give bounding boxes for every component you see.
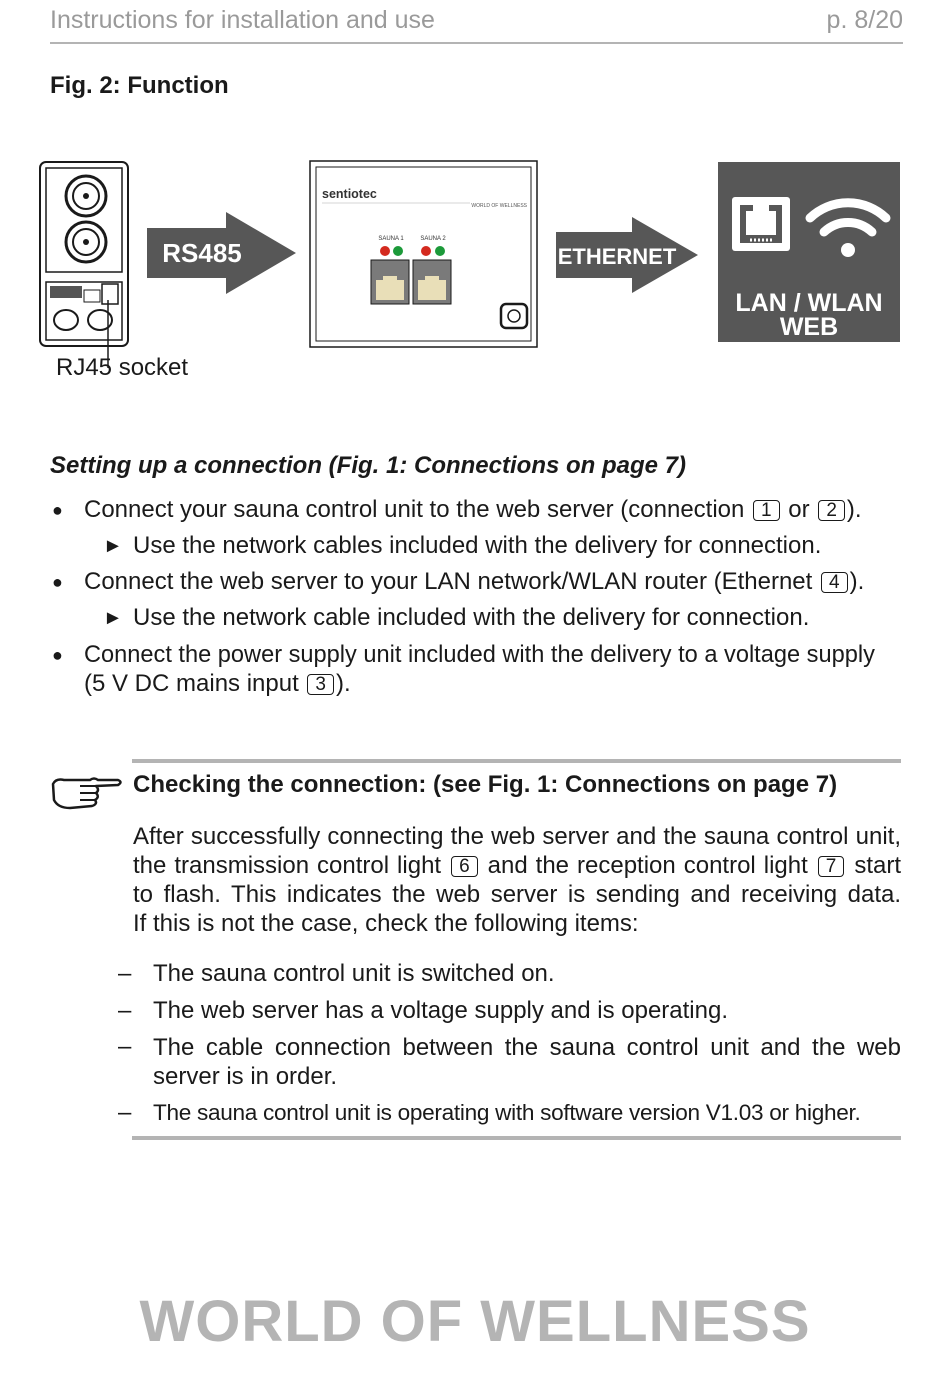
setup-step-2: Connect the web server to your LAN network/WLAN router (Ethernet 4 ). [84, 568, 865, 595]
ref-number: 7 [818, 856, 845, 877]
bullet-icon: ● [52, 645, 63, 665]
footer-slogan: WORLD OF WELLNESS [139, 1289, 811, 1354]
ref-number: 6 [451, 856, 478, 877]
setup-step-1: Connect your sauna control unit to the web server (connection 1 or 2 ). [84, 496, 862, 523]
setup-substep-2: Use the network cable included with the delivery for connection. [133, 604, 810, 631]
bullet-icon: ● [52, 500, 63, 520]
dash-marker: – [118, 997, 132, 1024]
dash-marker: – [118, 1099, 132, 1126]
note-paragraph-line-3: to flash. This indicates the web server is sending and receiving data. [133, 881, 901, 908]
rj45-port-2 [413, 260, 451, 304]
figure-caption: Fig. 2: Function [50, 72, 229, 99]
tagline: WORLD OF WELLNESS [471, 203, 527, 209]
ref-number: 2 [818, 500, 845, 521]
sauna-control-unit [40, 162, 128, 368]
port-label-sauna-2: SAUNA 2 [420, 236, 446, 242]
arrow-icon: ► [103, 535, 123, 557]
dash-marker: – [118, 960, 132, 987]
setup-step-3-line-1: Connect the power supply unit included with the delivery to a voltage supply [84, 642, 875, 668]
check-item-4: The sauna control unit is operating with software version V1.03 or higher. [153, 1100, 861, 1125]
note-paragraph-line-4: If this is not the case, check the following items: [133, 910, 639, 937]
sentiotec-logo: sentiotec [322, 187, 377, 201]
lan-wlan-label: LAN / WLAN [735, 289, 883, 317]
check-item-3-line-2: server is in order. [153, 1063, 338, 1090]
ref-number: 1 [753, 500, 780, 521]
note-paragraph-line-1: After successfully connecting the web server and the sauna control unit, [133, 823, 901, 850]
ethernet-arrow [556, 217, 698, 293]
page-number: p. 8/20 [826, 6, 903, 34]
web-server-box [310, 161, 537, 347]
bullet-icon: ● [52, 572, 63, 592]
check-item-2: The web server has a voltage supply and is operating. [153, 997, 729, 1024]
check-item-3-line-1: The cable connection between the sauna control unit and the web [153, 1034, 901, 1061]
setup-heading: Setting up a connection (Fig. 1: Connections on page 7) [50, 452, 687, 479]
ref-number: 4 [821, 572, 848, 593]
rs485-arrow [147, 212, 296, 294]
port-label-sauna-1: SAUNA 1 [378, 236, 404, 242]
arrow-icon: ► [103, 607, 123, 629]
dash-marker: – [118, 1033, 132, 1060]
note-paragraph-line-2: the transmission control light 6 and the reception control light 7 start [133, 852, 902, 879]
document-title: Instructions for installation and use [50, 6, 435, 34]
setup-substep-1: Use the network cables included with the delivery for connection. [133, 532, 822, 559]
page-header [50, 4, 903, 44]
setup-step-3-line-2: (5 V DC mains input 3 ). [84, 670, 351, 697]
ethernet-port-icon [732, 197, 790, 251]
web-label: WEB [779, 313, 839, 341]
note-heading: Checking the connection: (see Fig. 1: Connections on page 7) [133, 771, 838, 798]
ethernet-label: ETHERNET [557, 244, 677, 269]
rj45-socket-label: RJ45 socket [56, 354, 189, 381]
check-item-1: The sauna control unit is switched on. [153, 960, 555, 987]
rj45-port-1 [371, 260, 409, 304]
rs485-label: RS485 [162, 238, 242, 268]
pointing-hand-icon [50, 772, 124, 812]
lan-wlan-box [718, 162, 900, 342]
ref-number: 3 [307, 674, 334, 695]
note-divider-top [132, 759, 901, 763]
note-divider-bottom [132, 1136, 901, 1140]
